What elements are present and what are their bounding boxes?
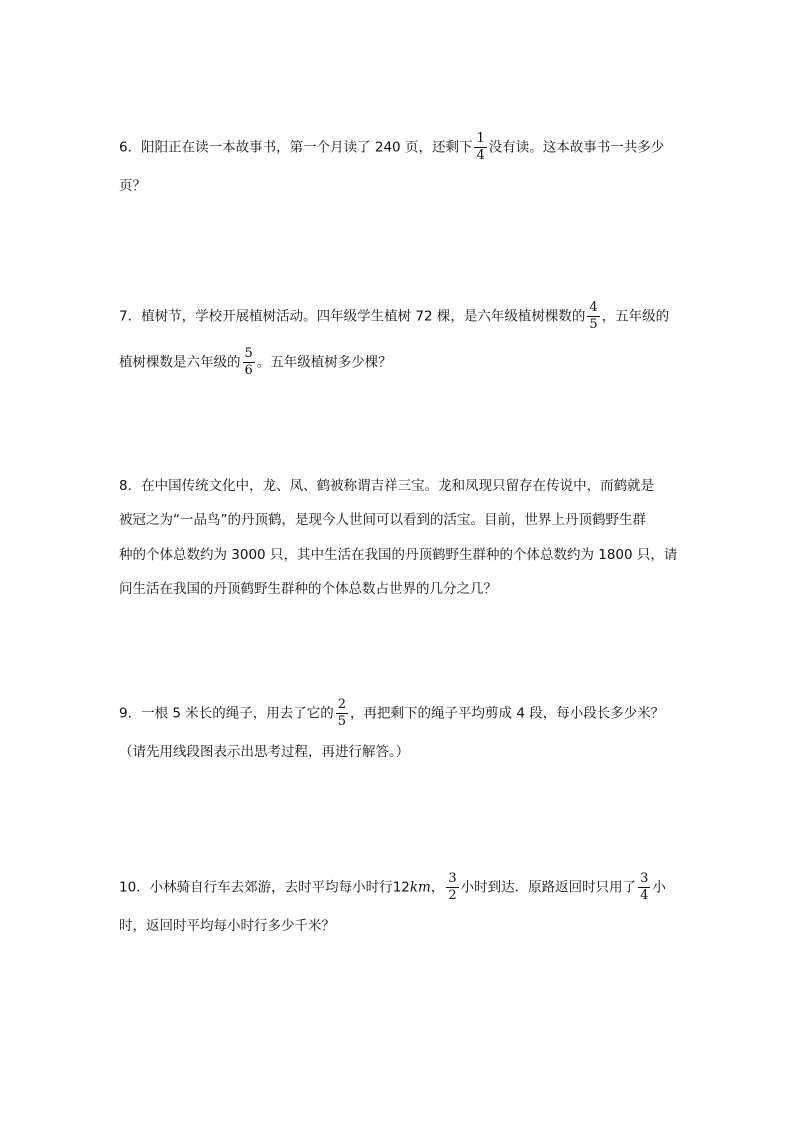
- question-7-text-d: 。五年级植树多少棵？: [256, 354, 392, 371]
- question-8-line-4: 问生活在我国的丹顶鹤野生群种的个体总数占世界的几分之几？: [119, 581, 497, 597]
- speed-value: 12: [392, 879, 410, 896]
- question-7-text-c: 植树棵数是六年级的: [119, 354, 241, 371]
- fraction-numerator: 1: [476, 131, 485, 146]
- question-10-line-1: [119, 872, 666, 903]
- question-6-text-a: 6．阳阳正在读一本故事书，第一个月读了 240 页，还剩下: [119, 139, 473, 156]
- question-6-line-1: [119, 132, 664, 163]
- question-6-line-2: [119, 176, 146, 196]
- question-6-text-b: 没有读。这本故事书一共多少: [488, 139, 665, 156]
- question-10-line-2: [119, 916, 335, 936]
- fraction-numerator: 4: [589, 300, 598, 315]
- fraction-1-4: [474, 132, 486, 163]
- fraction-3-2: [446, 872, 458, 903]
- fraction-denominator: 2: [448, 888, 457, 903]
- question-7-line-1: [119, 301, 669, 332]
- question-10-text-a: 10．小林骑自行车去郊游，去时平均每小时行: [119, 879, 393, 896]
- question-10-text-b: ，: [430, 879, 445, 896]
- question-9-text-c: （请先用线段图表示出思考过程，再进行解答。）: [119, 744, 410, 760]
- question-10-text-e: 时，返回时平均每小时行多少千米？: [119, 918, 335, 934]
- fraction-denominator: 5: [589, 317, 598, 332]
- speed-unit: km: [409, 879, 431, 896]
- fraction-denominator: 5: [337, 714, 347, 729]
- fraction-denominator: 4: [476, 148, 485, 163]
- question-6-text-c: 页？: [119, 178, 146, 194]
- fraction-numerator: 5: [244, 346, 253, 361]
- fraction-4-5: [587, 301, 599, 332]
- question-10-text-d: 小: [652, 879, 666, 896]
- fraction-numerator: 3: [448, 871, 457, 886]
- fraction-denominator: 6: [244, 363, 253, 378]
- question-8-line-3: 种的个体总数约为 3000 只，其中生活在我国的丹顶鹤野生群种的个体总数约为 1800 只，请: [119, 547, 678, 563]
- fraction-5-6: [243, 347, 255, 378]
- question-7-text-a: 7．植树节，学校开展植树活动。四年级学生植树 72 棵，是六年级植树棵数的: [119, 308, 586, 325]
- question-7-text-b: ，五年级的: [601, 308, 670, 325]
- question-9-line-1: [119, 698, 664, 729]
- question-8-line-1: 8．在中国传统文化中，龙、凤、鹤被称谓吉祥三宝。龙和凤现只留存在传说中，而鹤就是: [119, 478, 655, 494]
- question-9-text-b: ，再把剩下的绳子平均剪成 4 段，每小段长多少米？: [350, 705, 665, 722]
- question-9-line-2: [119, 742, 409, 762]
- question-9-text-a: 9．一根 5 米长的绳子，用去了它的: [119, 705, 334, 722]
- question-8-line-2: 被冠之为“一品鸟”的丹顶鹤，是现今人世间可以看到的活宝。目前，世界上丹顶鹤野生群: [119, 512, 646, 528]
- fraction-3-4: [638, 872, 650, 903]
- fraction-denominator: 4: [640, 888, 649, 903]
- question-10-text-c: 小时到达．原路返回时只用了: [460, 879, 637, 896]
- fraction-2-5: [336, 698, 348, 729]
- question-7-line-2: [119, 347, 392, 378]
- fraction-numerator: 3: [640, 871, 649, 886]
- fraction-numerator: 2: [337, 697, 347, 712]
